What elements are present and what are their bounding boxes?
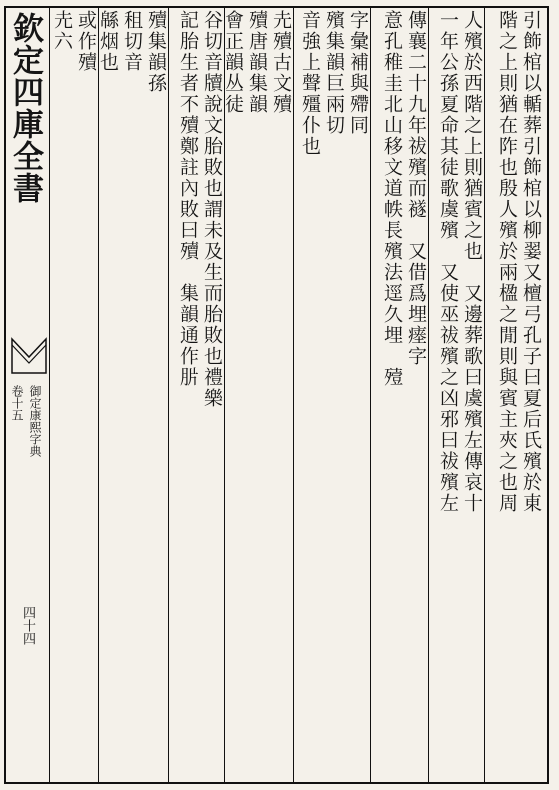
text-column: 傳襄二十九年祓殯而襚 又借爲埋瘗字 意孔稚圭北山移文道帙長殯法逕久埋 殪 bbox=[381, 10, 427, 388]
text-column: 谷切音牘說文胎敗也謂未及生而胎敗也禮樂 記胎生者不殰鄭註內敗曰殰 集韻通作䏒 bbox=[177, 10, 223, 409]
text-column: 人殯於西階之上則猶賓之也 又邊葬歌曰虞殯左傳哀十 一年公孫夏命其徒歌虞殯 又使巫祓殯之凶邪曰祓殯左 bbox=[437, 10, 483, 514]
fish-tail-mark bbox=[10, 335, 48, 375]
volume-label: 卷十五 bbox=[10, 385, 24, 421]
text-column: 字彙補與殢同 殯集韻巨兩切 音強上聲殭仆也 bbox=[299, 10, 369, 157]
column-rule bbox=[370, 8, 371, 782]
column-rule bbox=[428, 8, 429, 782]
text-column: 或作殰 圥六 bbox=[51, 10, 97, 73]
book-title: 欽定四庫全書 bbox=[7, 12, 43, 204]
column-rule bbox=[484, 8, 485, 782]
text-column: 引飾棺以輴葬引飾棺以柳翣又檀弓孔子曰夏后氏殯於東 階之上則猶在阼也殷人殯於兩楹之閒則與賓主夾之也周 bbox=[496, 10, 542, 514]
text-column: 圥殰古文殰 殰唐韻集韻 會正韻丛徒 bbox=[222, 10, 292, 115]
column-rule bbox=[168, 8, 169, 782]
text-column: 殰集韻孫 租切音 緜烟也 bbox=[97, 10, 167, 94]
column-rule bbox=[293, 8, 294, 782]
page-number: 四十四 bbox=[20, 606, 35, 645]
book-name: 御定康熙字典 bbox=[28, 385, 42, 457]
